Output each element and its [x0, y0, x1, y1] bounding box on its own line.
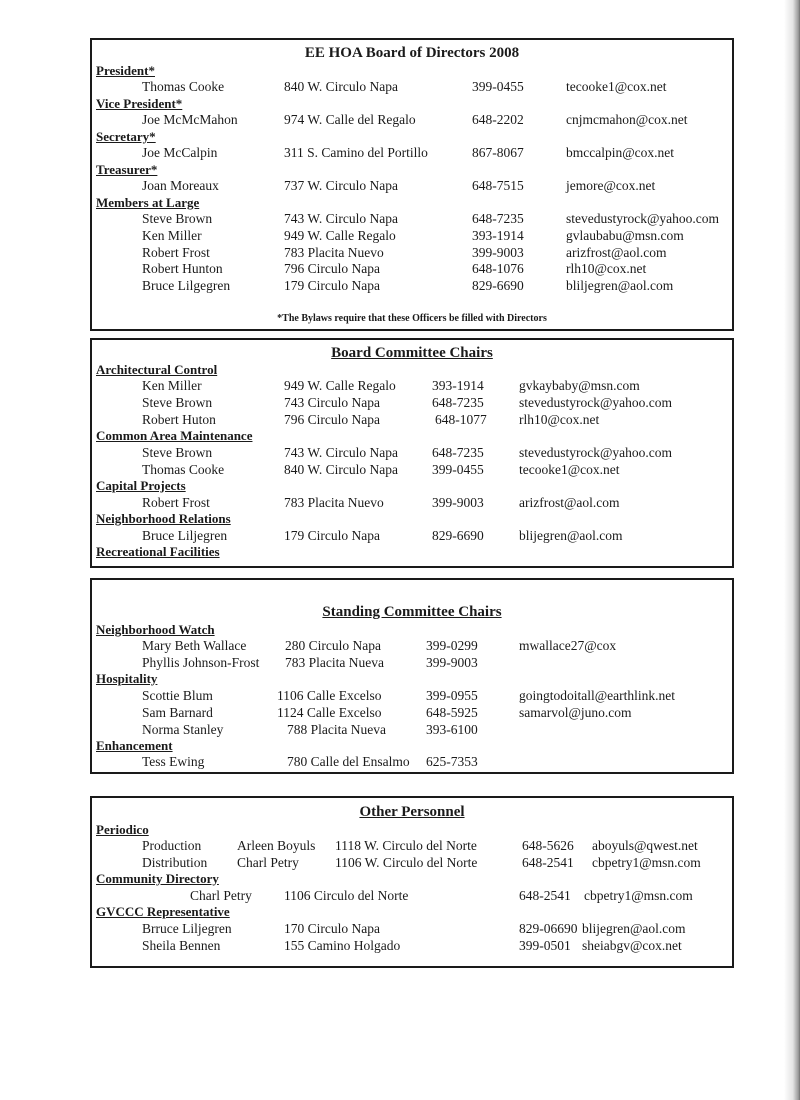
- member-row: [92, 705, 732, 722]
- member-row: [92, 278, 732, 295]
- member-address: 974 W. Calle del Regalo: [284, 112, 416, 127]
- member-email[interactable]: cbpetry1@msn.com: [584, 888, 693, 903]
- member-address: 743 Circulo Napa: [284, 395, 380, 410]
- other-personnel-box: [90, 796, 734, 968]
- member-name: Ken Miller: [142, 228, 202, 243]
- member-name: Sheila Bennen: [142, 938, 221, 953]
- member-row: [92, 245, 732, 262]
- member-email[interactable]: gvkaybaby@msn.com: [519, 378, 640, 393]
- member-address: 280 Circulo Napa: [285, 638, 381, 653]
- member-phone: 399-9003: [472, 245, 524, 260]
- member-email[interactable]: stevedustyrock@yahoo.com: [519, 395, 673, 410]
- member-phone: 648-2541: [519, 888, 571, 903]
- category-hospitality: Hospitality: [96, 671, 158, 686]
- member-row: [92, 445, 732, 462]
- member-phone: 648-2541: [522, 855, 574, 870]
- member-address: 1124 Calle Excelso: [277, 705, 382, 720]
- member-address: 783 Placita Nuevo: [284, 495, 384, 510]
- other-personnel-title: Other Personnel: [359, 804, 465, 820]
- member-phone: 829-6690: [432, 528, 484, 543]
- member-email[interactable]: jemore@cox.net: [566, 178, 656, 193]
- member-email[interactable]: tecooke1@cox.net: [566, 79, 667, 94]
- member-email[interactable]: gvlaubabu@msn.com: [566, 228, 684, 243]
- member-row: [92, 412, 732, 429]
- member-name: Steve Brown: [142, 211, 213, 226]
- member-phone: 625-7353: [426, 754, 478, 769]
- member-address: 743 W. Circulo Napa: [284, 211, 398, 226]
- member-name: Joe McCalpin: [142, 145, 218, 160]
- member-row: [92, 838, 732, 855]
- member-address: 311 S. Camino del Portillo: [284, 145, 428, 160]
- member-email[interactable]: bliljegren@aol.com: [566, 278, 674, 293]
- member-name: Joe McMcMahon: [142, 112, 238, 127]
- member-phone: 399-0299: [426, 638, 478, 653]
- page-edge-shadow: [784, 0, 800, 1100]
- standing-committees-title: Standing Committee Chairs: [322, 604, 502, 620]
- member-row: [92, 462, 732, 479]
- member-phone: 648-1077: [435, 412, 487, 427]
- member-phone: 867-8067: [472, 145, 524, 160]
- member-name: Tess Ewing: [142, 754, 205, 769]
- member-phone: 393-6100: [426, 722, 478, 737]
- member-row: [92, 112, 732, 129]
- member-email[interactable]: samarvol@juno.com: [519, 705, 632, 720]
- member-name: Robert Frost: [142, 495, 210, 510]
- category-architectural-control: Architectural Control: [96, 362, 218, 377]
- member-name: Mary Beth Wallace: [142, 638, 247, 653]
- member-row: [92, 378, 732, 395]
- member-email[interactable]: arizfrost@aol.com: [519, 495, 620, 510]
- member-name: Ken Miller: [142, 378, 202, 393]
- member-row: [92, 638, 732, 655]
- member-row: [92, 921, 732, 938]
- category-treasurer: Treasurer*: [96, 162, 158, 177]
- member-email[interactable]: arizfrost@aol.com: [566, 245, 667, 260]
- member-phone: 648-5626: [522, 838, 574, 853]
- category-recreational-facilities: Recreational Facilities: [96, 544, 220, 559]
- member-phone: 393-1914: [432, 378, 484, 393]
- category-enhancement: Enhancement: [96, 738, 173, 753]
- member-email[interactable]: stevedustyrock@yahoo.com: [519, 445, 673, 460]
- category-vice-president: Vice President*: [96, 96, 183, 111]
- member-address: 780 Calle del Ensalmo: [287, 754, 410, 769]
- member-address: 788 Placita Nueva: [287, 722, 386, 737]
- member-email[interactable]: tecooke1@cox.net: [519, 462, 620, 477]
- member-name: Bruce Liljegren: [142, 528, 228, 543]
- category-members-at-large: Members at Large: [96, 195, 200, 210]
- member-phone: 648-7515: [472, 178, 524, 193]
- member-name: Sam Barnard: [142, 705, 213, 720]
- category-capital-projects: Capital Projects: [96, 478, 186, 493]
- board-committee-chairs-box: [90, 338, 734, 568]
- member-name: Robert Frost: [142, 245, 210, 260]
- member-phone: 829-06690: [519, 921, 578, 936]
- member-role: Production: [142, 838, 202, 853]
- member-name: Arleen Boyuls: [237, 838, 316, 853]
- member-address: 1106 Circulo del Norte: [284, 888, 409, 903]
- member-phone: 648-7235: [472, 211, 524, 226]
- member-phone: 399-0455: [472, 79, 524, 94]
- member-name: Phyllis Johnson-Frost: [142, 655, 260, 670]
- member-address: 1106 Calle Excelso: [277, 688, 382, 703]
- member-row: [92, 888, 732, 905]
- member-row: [92, 938, 732, 955]
- member-role: Distribution: [142, 855, 208, 870]
- member-row: [92, 211, 732, 228]
- member-email[interactable]: blijegren@aol.com: [582, 921, 686, 936]
- member-address: 743 W. Circulo Napa: [284, 445, 398, 460]
- member-address: 1118 W. Circulo del Norte: [335, 838, 477, 853]
- category-neighborhood-relations: Neighborhood Relations: [96, 511, 231, 526]
- member-address: 949 W. Calle Regalo: [284, 228, 396, 243]
- member-phone: 648-7235: [432, 395, 484, 410]
- member-address: 737 W. Circulo Napa: [284, 178, 398, 193]
- member-row: [92, 395, 732, 412]
- member-row: [92, 754, 732, 771]
- member-phone: 648-1076: [472, 261, 524, 276]
- member-phone: 648-2202: [472, 112, 524, 127]
- member-row: [92, 261, 732, 278]
- member-row: [92, 655, 732, 672]
- member-row: [92, 495, 732, 512]
- member-name: Norma Stanley: [142, 722, 224, 737]
- category-common-area-maintenance: Common Area Maintenance: [96, 428, 253, 443]
- member-email[interactable]: stevedustyrock@yahoo.com: [566, 211, 720, 226]
- member-phone: 399-0501: [519, 938, 571, 953]
- member-email[interactable]: cbpetry1@msn.com: [592, 855, 701, 870]
- member-phone: 829-6690: [472, 278, 524, 293]
- member-email[interactable]: sheiabgv@cox.net: [582, 938, 682, 953]
- member-phone: 399-9003: [426, 655, 478, 670]
- member-address: 1106 W. Circulo del Norte: [335, 855, 478, 870]
- board-of-directors-box: [90, 38, 734, 331]
- member-email[interactable]: goingtodoitall@earthlink.net: [519, 688, 676, 703]
- member-email[interactable]: blijegren@aol.com: [519, 528, 623, 543]
- member-name: Steve Brown: [142, 395, 213, 410]
- member-address: 179 Circulo Napa: [284, 278, 380, 293]
- member-address: 179 Circulo Napa: [284, 528, 380, 543]
- member-row: [92, 528, 732, 545]
- bylaws-footnote: *The Bylaws require that these Officers be filled with Directors: [277, 313, 547, 324]
- member-phone: 648-7235: [432, 445, 484, 460]
- member-name: Charl Petry: [237, 855, 299, 870]
- member-address: 170 Circulo Napa: [284, 921, 380, 936]
- board-committees-title: Board Committee Chairs: [331, 345, 493, 361]
- member-address: 783 Placita Nueva: [285, 655, 384, 670]
- member-name: Thomas Cooke: [142, 79, 225, 94]
- member-name: Robert Huton: [142, 412, 216, 427]
- member-email[interactable]: mwallace27@cox: [519, 638, 617, 653]
- member-phone: 399-9003: [432, 495, 484, 510]
- member-name: Joan Moreaux: [142, 178, 219, 193]
- member-email[interactable]: aboyuls@qwest.net: [592, 838, 698, 853]
- member-email[interactable]: cnjmcmahon@cox.net: [566, 112, 688, 127]
- member-address: 783 Placita Nuevo: [284, 245, 384, 260]
- member-address: 840 W. Circulo Napa: [284, 79, 398, 94]
- member-name: Steve Brown: [142, 445, 213, 460]
- member-name: Robert Hunton: [142, 261, 223, 276]
- member-address: 155 Camino Holgado: [284, 938, 401, 953]
- board-title: EE HOA Board of Directors 2008: [304, 45, 520, 61]
- category-secretary: Secretary*: [96, 129, 156, 144]
- member-name: Bruce Lilgegren: [142, 278, 231, 293]
- member-row: [92, 228, 732, 245]
- member-phone: 399-0955: [426, 688, 478, 703]
- member-row: [92, 79, 732, 96]
- category-neighborhood-watch: Neighborhood Watch: [96, 622, 215, 637]
- category-periodico: Periodico: [96, 822, 149, 837]
- member-row: [92, 855, 732, 872]
- member-address: 796 Circulo Napa: [284, 412, 380, 427]
- member-phone: 393-1914: [472, 228, 524, 243]
- member-address: 949 W. Calle Regalo: [284, 378, 396, 393]
- member-row: [92, 145, 732, 162]
- member-name: Scottie Blum: [142, 688, 213, 703]
- category-president: President*: [96, 63, 155, 78]
- member-row: [92, 688, 732, 705]
- member-name: Brruce Liljegren: [142, 921, 232, 936]
- member-name: Charl Petry: [190, 888, 252, 903]
- member-email[interactable]: rlh10@cox.net: [566, 261, 647, 276]
- standing-committee-chairs-box: [90, 578, 734, 774]
- member-phone: 399-0455: [432, 462, 484, 477]
- category-community-directory: Community Directory: [96, 871, 219, 886]
- member-phone: 648-5925: [426, 705, 478, 720]
- member-name: Thomas Cooke: [142, 462, 225, 477]
- member-email[interactable]: rlh10@cox.net: [519, 412, 600, 427]
- member-address: 796 Circulo Napa: [284, 261, 380, 276]
- member-address: 840 W. Circulo Napa: [284, 462, 398, 477]
- category-gvccc-representative: GVCCC Representative: [96, 904, 230, 919]
- member-row: [92, 722, 732, 739]
- member-email[interactable]: bmccalpin@cox.net: [566, 145, 675, 160]
- member-row: [92, 178, 732, 195]
